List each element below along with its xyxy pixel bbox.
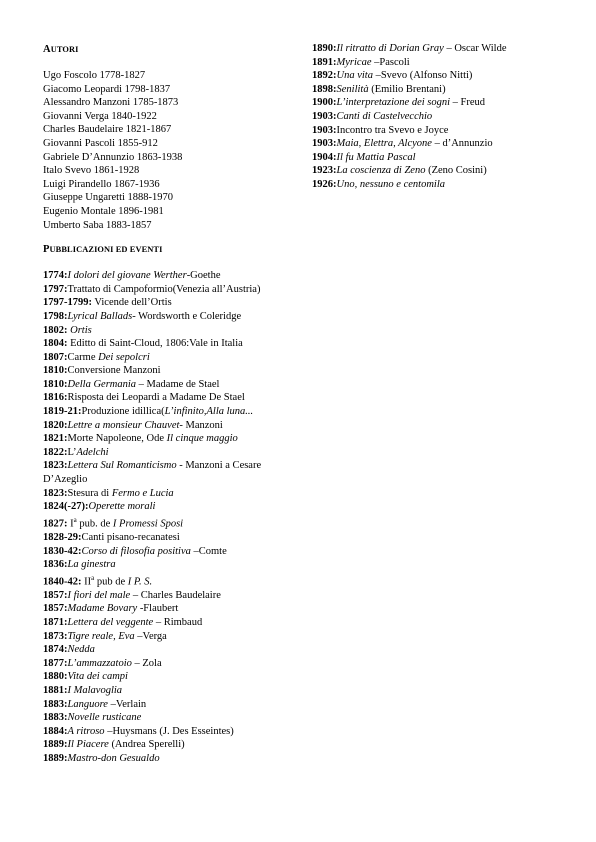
event-title: Il Piacere [67, 739, 109, 751]
event-title: Dei sepolcri [98, 351, 150, 363]
event-text: – Madame de Stael [136, 378, 220, 390]
events-heading-rest: UBBLICAZIONI ED EVENTI [49, 245, 163, 255]
event-year: 1900: [312, 97, 337, 109]
event-entry [43, 364, 293, 378]
event-text: Incontro tra Svevo e Joyce [336, 124, 449, 136]
event-title: Vita dei campi [67, 671, 128, 683]
event-title: Myricae [336, 56, 372, 68]
event-title: Una vita [336, 70, 373, 82]
event-entry [43, 487, 293, 501]
event-entry [43, 405, 293, 419]
event-year: 1798: [43, 310, 68, 322]
event-year: 1820: [43, 419, 68, 431]
event-text: L’ [67, 446, 77, 458]
event-title: La ginestra [67, 559, 116, 571]
event-text: Editto di Saint-Cloud, 1806:Vale in Italia [67, 338, 243, 350]
event-text: Vicende dell’Ortis [92, 297, 172, 309]
event-text: –Svevo (Alfonso Nitti) [372, 70, 473, 82]
event-entry [43, 324, 293, 338]
event-text: –Comte [190, 545, 227, 557]
event-entry [43, 657, 293, 671]
event-year: 1883: [43, 712, 68, 724]
event-entry [43, 545, 293, 559]
event-year: 1821: [43, 433, 68, 445]
event-entry [43, 531, 293, 545]
event-text: –Huysmans (J. Des Esseintes) [104, 725, 234, 737]
event-title: Tigre reale, Eva [67, 630, 135, 642]
event-title: L’infinito,Alla luna... [164, 406, 254, 418]
spacer [43, 255, 293, 269]
event-entry [312, 137, 587, 151]
event-year: 1797: [43, 283, 68, 295]
event-entry [43, 738, 293, 752]
event-year: 1802: [43, 324, 68, 336]
event-entry [312, 56, 587, 70]
event-entry [312, 124, 587, 138]
author-entry: Gabriele D’Annunzio 1863-1938 [43, 151, 183, 163]
event-title: L’interpretazione dei sogni [336, 97, 451, 109]
event-year: 1883: [43, 698, 68, 710]
event-text: - Manzoni a Cesare D’Azeglio [43, 460, 262, 486]
event-entry [312, 83, 587, 97]
event-year: 1891: [312, 56, 337, 68]
left-column [43, 44, 293, 766]
event-entry [43, 589, 293, 603]
event-text: -Flaubert [137, 603, 179, 615]
event-year: 1819-21: [43, 406, 82, 418]
event-year: 1824(-27): [43, 501, 89, 513]
event-text: - Wordsworth e Coleridge [132, 310, 242, 322]
event-title: I Promessi Sposi [112, 518, 184, 530]
event-title: Maia, Elettra, Alcyone [336, 138, 432, 150]
event-title: Lettera Sul Romanticismo [67, 460, 177, 472]
events-list-left [43, 269, 293, 765]
event-entry [312, 42, 587, 56]
event-text: Canti pisano-recanatesi [81, 531, 180, 543]
event-title: Il ritratto di Dorian Gray [336, 43, 444, 54]
event-title: Uno, nessuno e centomila [336, 178, 445, 190]
event-year: 1889: [43, 739, 68, 751]
event-year: 1804: [43, 338, 68, 350]
event-text: Trattato di Campoformio(Venezia all’Austria) [67, 283, 261, 295]
event-entry [43, 432, 293, 446]
event-entry [312, 164, 587, 178]
event-year: 1810: [43, 365, 68, 377]
event-text: –Pascoli [371, 56, 410, 68]
event-entry [43, 602, 293, 616]
event-year: 1828-29: [43, 531, 82, 543]
event-text: pub. de [76, 518, 113, 530]
spacer [43, 55, 293, 69]
author-entry: Charles Baudelaire 1821-1867 [43, 124, 172, 136]
event-year: 1797-1799: [43, 297, 92, 309]
event-title: Fermo e Lucia [111, 487, 174, 499]
author-entry: Eugenio Montale 1896-1981 [43, 205, 164, 217]
event-title: Lettera del veggente [67, 616, 154, 628]
event-year: 1857: [43, 589, 68, 601]
event-title: Canti di Castelvecchio [336, 110, 433, 122]
event-entry [43, 725, 293, 739]
event-entry [43, 283, 293, 297]
event-year: 1904: [312, 151, 337, 163]
event-year: 1926: [312, 178, 337, 190]
event-title: Madame Bovary [67, 603, 138, 615]
event-year: 1903: [312, 124, 337, 136]
event-entry [43, 337, 293, 351]
event-year: 1890: [312, 43, 337, 54]
event-entry [43, 643, 293, 657]
event-title: Languore [67, 698, 108, 710]
event-year: 1889: [43, 752, 68, 764]
event-entry [43, 630, 293, 644]
event-year: 1898: [312, 83, 337, 95]
authors-heading-initial: A [43, 44, 51, 55]
event-title: Il fu Mattia Pascal [336, 151, 416, 163]
author-entry: Giuseppe Ungaretti 1888-1970 [43, 192, 174, 204]
event-text: - Manzoni [179, 419, 223, 431]
event-year: 1880: [43, 671, 68, 683]
event-title: Adelchi [76, 446, 109, 458]
event-text: Morte Napoleone, Ode [67, 433, 167, 445]
event-entry [43, 684, 293, 698]
event-entry [43, 670, 293, 684]
event-text: (Andrea Sperelli) [108, 739, 185, 751]
event-year: 1873: [43, 630, 68, 642]
event-title: A ritroso [67, 725, 105, 737]
event-year: 1903: [312, 110, 337, 122]
event-year: 1840-42: [43, 576, 82, 588]
event-title: Ortis [67, 324, 92, 336]
event-entry [43, 378, 293, 392]
authors-list [43, 69, 293, 232]
events-list-right [312, 42, 587, 192]
authors-heading [43, 44, 293, 55]
events-heading [43, 244, 293, 255]
event-text: – Oscar Wilde [443, 43, 507, 54]
event-year: 1923: [312, 165, 337, 177]
event-year: 1807: [43, 351, 68, 363]
event-entry [312, 96, 587, 110]
event-text: pub de [94, 576, 128, 588]
event-text: a [91, 573, 95, 582]
event-title: I P. S. [127, 576, 153, 588]
event-text: – Zola [131, 657, 162, 669]
event-entry [43, 419, 293, 433]
event-title: Della Germania [67, 378, 137, 390]
event-year: 1877: [43, 657, 68, 669]
event-text: (Emilio Brentani) [368, 83, 446, 95]
author-entry: Ugo Foscolo 1778-1827 [43, 70, 146, 81]
event-year: 1816: [43, 392, 68, 404]
event-year: 1822: [43, 446, 68, 458]
event-text: Conversione Manzoni [67, 365, 161, 377]
event-title: I fiori del male [67, 589, 131, 601]
event-entry [43, 351, 293, 365]
event-text: (Zeno Cosini) [425, 165, 487, 177]
event-year: 1881: [43, 684, 68, 696]
event-entry [43, 558, 293, 572]
event-entry [43, 616, 293, 630]
event-year: 1884: [43, 725, 68, 737]
event-entry [312, 151, 587, 165]
event-year: 1903: [312, 138, 337, 150]
event-title: Novelle rusticane [67, 712, 142, 724]
event-entry [312, 69, 587, 83]
event-entry [312, 110, 587, 124]
event-text: – d’Annunzio [431, 138, 493, 150]
author-entry: Giovanni Verga 1840-1922 [43, 110, 157, 122]
event-title: Operette morali [88, 501, 156, 513]
event-title: Mastro-don Gesualdo [67, 752, 160, 764]
author-entry: Alessandro Manzoni 1785-1873 [43, 97, 179, 109]
event-year: 1810: [43, 378, 68, 390]
event-entry [43, 391, 293, 405]
event-entry [43, 500, 293, 514]
event-year: 1774: [43, 270, 68, 282]
event-title: L’ammazzatoio [67, 657, 132, 669]
event-year: 1874: [43, 644, 68, 656]
event-year: 1857: [43, 603, 68, 615]
event-text: – Rimbaud [153, 616, 203, 628]
event-entry [43, 296, 293, 310]
event-title: Senilità [336, 83, 369, 95]
event-text: –Verlain [107, 698, 147, 710]
events-heading-initial: P [43, 244, 50, 256]
event-text: Risposta dei Leopardi a Madame De Stael [67, 392, 245, 404]
event-entry [43, 514, 293, 531]
event-entry [43, 752, 293, 766]
event-text: Stesura di [67, 487, 112, 499]
event-text: – Freud [450, 97, 486, 109]
event-year: 1892: [312, 70, 337, 82]
author-entry: Giovanni Pascoli 1855-912 [43, 137, 158, 149]
event-entry [43, 310, 293, 324]
author-entry: Luigi Pirandello 1867-1936 [43, 178, 160, 190]
event-title: La coscienza di Zeno [336, 165, 426, 177]
event-year: 1830-42: [43, 545, 82, 557]
author-entry: Giacomo Leopardi 1798-1837 [43, 83, 171, 95]
spacer [43, 232, 293, 244]
event-title: I Malavoglia [67, 684, 123, 696]
event-text: I [70, 518, 74, 530]
event-year: 1836: [43, 559, 68, 571]
event-year: 1871: [43, 616, 68, 628]
event-entry [43, 572, 293, 589]
right-column [312, 42, 587, 192]
event-text: a [73, 515, 77, 524]
event-title: Lyrical Ballads [67, 310, 133, 322]
event-entry [43, 711, 293, 725]
event-entry [43, 698, 293, 712]
event-text: -Goethe [186, 270, 221, 282]
event-year: 1823: [43, 460, 68, 472]
event-title: I dolori del giovane Werther [67, 270, 187, 282]
event-title: Nedda [67, 644, 95, 656]
event-text: – Charles Baudelaire [130, 589, 221, 601]
event-year: 1823: [43, 487, 68, 499]
author-entry: Umberto Saba 1883-1857 [43, 219, 152, 231]
event-entry [43, 446, 293, 460]
event-text: Carme [67, 351, 99, 363]
authors-heading-rest: UTORI [50, 45, 79, 54]
event-title: Lettre a monsieur Chauvet [67, 419, 180, 431]
event-entry [43, 459, 293, 486]
event-text: II [81, 576, 92, 588]
event-title: Il cinque maggio [166, 433, 238, 445]
event-entry [312, 178, 587, 192]
event-title: Corso di filosofia positiva [81, 545, 191, 557]
author-entry: Italo Svevo 1861-1928 [43, 165, 140, 177]
event-text: Produzione idillica( [81, 406, 165, 418]
event-entry [43, 269, 293, 283]
event-year: 1827: [43, 518, 71, 530]
event-text: –Verga [134, 630, 167, 642]
